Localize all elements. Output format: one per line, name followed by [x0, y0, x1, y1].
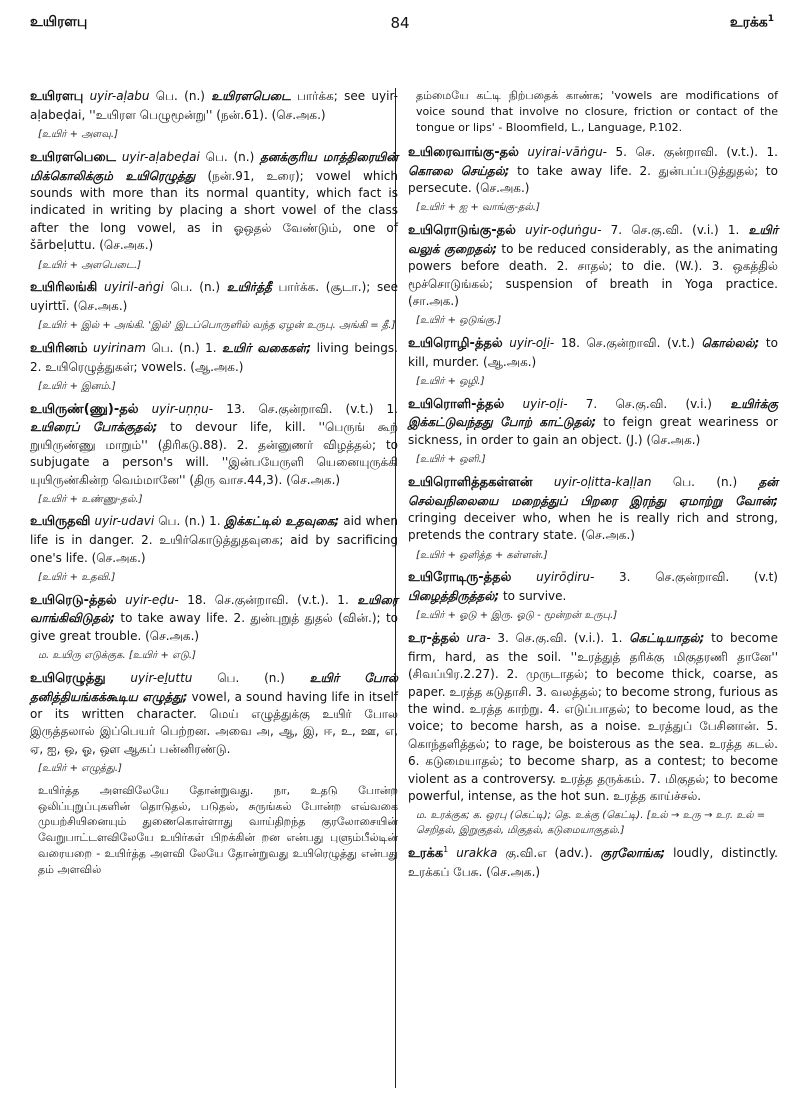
etymology: ம. உயிரு எடுக்குக. [உயிர் + எடு.] [38, 650, 196, 662]
dictionary-entry: உரக்க$^1$ urakka கு.வி.எ (adv.). குரலோங்க; loudly, distinctly. உரக்கப் பேசு. (செ.அக.) [408, 845, 778, 880]
right-column [408, 88, 778, 886]
etymology: [உயிர் + உண்ணு-தல்.] [38, 493, 143, 505]
etymology: [உயிர் + ஐ + வாங்கு-தல்.] [416, 202, 540, 214]
dictionary-entry: உயிருண்(ணு)-தல் uyir-uṇṇu- 13. செ.குன்றாவி. (v.t.) 1. உயிரைப் போக்குதல்; to devour life, kill. ''பெருங் கூற் றுயிருண்ணு மாறும்'' (திரிகடு.88). 2. தன்னுணர் விழத்தல்; to subjugate a person's will. ''இன்பயேருளி யெனையுருக்கி யுயிருண்கின்ற வெம்மானே'' (திரு வாச.44,3). (செ.அக.) [30, 401, 398, 487]
dictionary-entry: உயிரிலங்கி uyiril-aṅgi பெ. (n.) உயிர்த்தீ பார்க்க. (சூடா.); see uyirttī. (செ.அக.) [30, 280, 398, 313]
dictionary-entry: உயிரொளித்தகள்ளன் uyir-oḷitta-kaḷḷan பெ. (n.) தன் செல்வநிலையை மறைத்துப் பிறரை இரந்து ஏமாற்று வோன்; cringing deceiver who, when he is really rich and strong, pretends the contrary state. (செ.அக.) [408, 474, 778, 543]
dictionary-entry: உயிரொடுங்கு-தல் uyir-oḍuṅgu- 7. செ.கு.வி. (v.i.) 1. உயிர் வலுக் குறைதல்; to be reduced considerably, as the animating powers before death. 2. சாதல்; to die. (W.). 3. ஒகத்தில் மூச்சொடுங்கல்; suspension of breath in Yoga practice. (சா.அக.) [408, 222, 778, 308]
etymology: [உயிர் + எழுத்து.] [38, 763, 122, 775]
dictionary-entry: உயிரோடிரு-த்தல் uyirōḍiru- 3. செ.குன்றாவி. (v.t) பிழைத்திருத்தல்; to survive. [408, 570, 778, 604]
dictionary-entry: உயிரொழி-த்தல் uyir-oḻi- 18. செ.குன்றாவி. (v.t.) கொல்லல்; to kill, murder. (ஆ.அக.) [408, 335, 778, 369]
header-guide-word-right: உரக்க$^1$ [729, 14, 774, 31]
dictionary-entry: உயிரளபெடை uyir-aḷabeḍai பெ. (n.) தனக்குரிய மாத்திரையின் மிக்கொலிக்கும் உயிரெழுத்து (நன்.91, உரை); vowel which sounds with more than its normal quantity, which fact is indicated in writing by placing a short vowel of the class after the long vowel, as in ஓஒதல் வேண்டும், one of šārbeḷuttu. (செ.அக.) [30, 149, 398, 253]
etymology: [உயிர் + அளபெடை.] [38, 259, 142, 271]
etymology: [உயிர் + அளவு.] [38, 129, 118, 141]
etymology: [உயிர் + இனம்.] [38, 381, 116, 392]
dictionary-entry: உயிரொளி-த்தல் uyir-oḷi- 7. செ.கு.வி. (v.i.) உயிர்க்கு இக்கட்டுவந்தது போற் காட்டுதல்; to feign great weariness or sickness, in order to gain an object. (J.) (செ.அக.) [408, 396, 778, 447]
explanatory-note: உயிர்த்த அளவிலேயே தோன்றுவது. நா, உதடு போன்ற ஒலிப்புறுப்புகளின் தொடுதல், படுதல், சுருங்கல் போன்ற எவ்வகை முயற்சியினையும் துணைகொள்ளாது வாய்திறந்த குரலோசையின் வேறுபாட்டளவிலேயே உயிர்கள் பிறக்கின் றன என்பது புளும்பீல்டின் வரையறை - உயிர்த்த அளவி லேயே தோன்றுவது உயிரெழுத்து என்பது தம் அளவில் [38, 783, 398, 877]
etymology: [உயிர் + ஒளி.] [416, 454, 486, 466]
page-header [0, 14, 800, 38]
dictionary-entry: உயிரெழுத்து uyir-eḻuttu பெ. (n.) உயிர் போல் தனித்தியங்கக்கூடிய எழுத்து; vowel, a sound having life in itself or its written character. மெய் எழுத்துக்கு உயிர் போல இருத்தலால் இப்பெயர் பெற்றன. அவை அ, ஆ, இ, ஈ, உ, ஊ, எ, ஏ, ஐ, ஒ, ஓ, ஔ ஆகப் பன்னிரண்டு. [30, 670, 399, 756]
dictionary-entry: உயிரைவாங்கு-தல் uyirai-vāṅgu- 5. செ. குன்றாவி. (v.t.). 1. கொலை செய்தல்; to take away life. 2. துன்பப்படுத்துதல்; to persecute. (செ.அக.) [408, 144, 778, 196]
dictionary-entry: உயிரளபு uyir-aḷabu பெ. (n.) உயிரளபெடை பார்க்க; see uyir-aḷabeḍai, ''உயிரள பெழுமூன்று'' (நன்.61). (செ.அக.) [30, 89, 398, 122]
etymology: [உயிர் + உதவி.] [38, 572, 116, 584]
etymology: [உயிர் + ஒளித்த + கள்ளன்.] [416, 549, 548, 561]
etymology: [உயிர் + ஓடு + இரு. ஓடு - மூன்றன் உருபு.] [416, 610, 618, 622]
dictionary-entry: உர-த்தல் ura- 3. செ.கு.வி. (v.i.). 1. கெட்டியாதல்; to become firm, hard, as the soil. ''உரத்துத் தரிக்கு மிகுதரணி தானே'' (சிவப்பிர.2.27). 2. முருடாதல்; to become thick, coarse, as paper. உரத்த கடுதாசி. 3. வலத்தல்; to become strong, furious as the wind. உரத்த காற்று. 4. எடுப்பாதல்; to become loud, as the voice; to become harsh, as a noise. உரத்துப் பேசினான். 5. கொந்தளித்தல்; to rage, be boisterous as the sea. உரத்த கடல். 6. கடுமையாதல்; to become sharp, as a contest; to become violent as a controversy. உரத்த தருக்கம். 7. மிகுதல்; to become powerful, intense, as the hot sun. உரத்த காய்ச்சல். [408, 630, 778, 803]
explanatory-note-continued: தம்மையே கட்டி நிற்பதைக் காண்க; 'vowels are modifications of voice sound that involve no closure, friction or contact of the tongue or lips' - Bloomfield, L., Language, P.102. [416, 89, 778, 134]
etymology: [உயிர் + ஒடுங்கு.] [416, 315, 502, 327]
page-number: 84 [390, 14, 410, 32]
etymology: [உயிர் + இல் + அங்கி. 'இல்' இடப்பொருளில் வந்த ஏழன் உருபு. அங்கி = தீ.] [38, 320, 396, 332]
etymology: [உயிர் + ஒழி.] [416, 376, 485, 388]
left-column [30, 88, 398, 886]
dictionary-entry: உயிரெடு-த்தல் uyir-eḍu- 18. செ.குன்றாவி. (v.t.). 1. உயிரை வாங்கிவிடுதல்; to take away life. 2. துன்புறுத் துதல் (வின்.); to give great trouble. (செ.அக.) [30, 592, 398, 643]
dictionary-entry: உயிரினம் uyirinam பெ. (n.) 1. உயிர் வகைகள்; living beings. 2. உயிரெழுத்துகள்; vowels. (ஆ.அக.) [30, 340, 398, 374]
dictionary-entry: உயிருதவி uyir-udavi பெ. (n.) 1. இக்கட்டில் உதவுகை; aid when life is in danger. 2. உயிர்கொடுத்துதவுகை; aid by sacrificing one's life. (செ.அக.) [30, 514, 398, 565]
etymology: ம. உரக்குக; க. ஒரபு (கெட்டி); தெ. உக்கு (கெட்டி). [உல் → உரு → உர. உல் = செறிதல், இறுகுதல், மிகுதல், கடுமையாகுதல்.] [416, 810, 766, 836]
header-guide-word-left: உயிரளபு [30, 14, 88, 30]
